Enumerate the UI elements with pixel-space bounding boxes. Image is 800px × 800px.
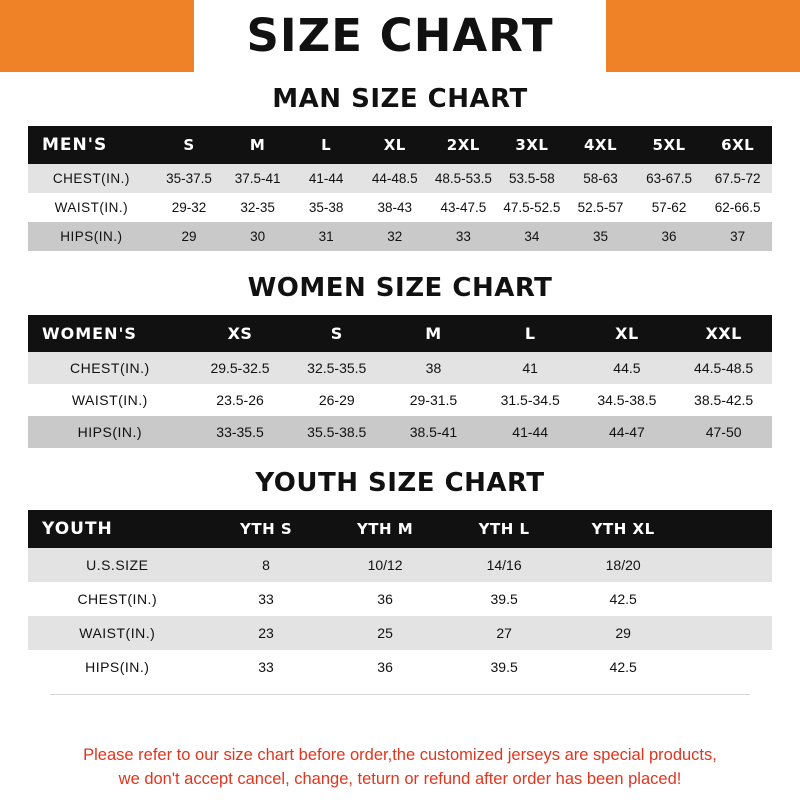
- women-chest-m: 38: [385, 352, 482, 384]
- men-chest-4xl: 58-63: [566, 164, 635, 193]
- men-col-m: M: [223, 126, 292, 164]
- disclaimer-line-2: we don't accept cancel, change, teturn or refund after order has been placed!: [118, 770, 682, 789]
- women-waist-l: 31.5-34.5: [482, 384, 579, 416]
- men-hips-l: 31: [292, 222, 361, 251]
- women-waist-s: 26-29: [288, 384, 385, 416]
- men-col-xl: XL: [360, 126, 429, 164]
- youth-waist-xl: 29: [564, 616, 683, 650]
- section-women: [0, 273, 800, 448]
- section-title-youth: YOUTH SIZE CHART: [255, 468, 545, 498]
- youth-ussize-l: 14/16: [445, 548, 564, 582]
- men-hips-5xl: 36: [635, 222, 704, 251]
- table-row: [28, 352, 772, 384]
- women-col-xxl: XXL: [675, 315, 772, 352]
- section-youth: [0, 468, 800, 695]
- youth-hips-xl: 42.5: [564, 650, 683, 684]
- men-chest-l: 41-44: [292, 164, 361, 193]
- section-man: [0, 84, 800, 251]
- youth-waist-l: 27: [445, 616, 564, 650]
- men-col-6xl: 6XL: [703, 126, 772, 164]
- women-hips-m: 38.5-41: [385, 416, 482, 448]
- women-chest-s: 32.5-35.5: [288, 352, 385, 384]
- youth-ussize-spacer: [683, 548, 772, 582]
- youth-size-table: [28, 510, 772, 684]
- youth-chest-spacer: [683, 582, 772, 616]
- youth-waist-spacer: [683, 616, 772, 650]
- men-col-s: S: [155, 126, 224, 164]
- women-col-s: S: [288, 315, 385, 352]
- youth-chest-l: 39.5: [445, 582, 564, 616]
- women-hips-label: HIPS(IN.): [28, 416, 192, 448]
- youth-hips-l: 39.5: [445, 650, 564, 684]
- table-row: [28, 548, 772, 582]
- men-chest-s: 35-37.5: [155, 164, 224, 193]
- section-title-man: MAN SIZE CHART: [272, 84, 528, 114]
- women-waist-m: 29-31.5: [385, 384, 482, 416]
- women-col-l: L: [482, 315, 579, 352]
- men-hips-2xl: 33: [429, 222, 498, 251]
- women-col-m: M: [385, 315, 482, 352]
- men-waist-2xl: 43-47.5: [429, 193, 498, 222]
- women-size-table: [28, 315, 772, 448]
- men-size-table: [28, 126, 772, 251]
- disclaimer-note: [0, 744, 800, 792]
- women-waist-xl: 34.5-38.5: [579, 384, 676, 416]
- men-row-header: MEN'S: [28, 126, 155, 164]
- youth-chest-s: 33: [207, 582, 326, 616]
- youth-waist-m: 25: [326, 616, 445, 650]
- women-chest-xl: 44.5: [579, 352, 676, 384]
- men-hips-3xl: 34: [498, 222, 567, 251]
- men-waist-xl: 38-43: [360, 193, 429, 222]
- women-hips-xs: 33-35.5: [192, 416, 289, 448]
- youth-ussize-s: 8: [207, 548, 326, 582]
- women-hips-xl: 44-47: [579, 416, 676, 448]
- men-col-2xl: 2XL: [429, 126, 498, 164]
- youth-ussize-m: 10/12: [326, 548, 445, 582]
- men-chest-m: 37.5-41: [223, 164, 292, 193]
- men-waist-6xl: 62-66.5: [703, 193, 772, 222]
- men-hips-6xl: 37: [703, 222, 772, 251]
- men-col-5xl: 5XL: [635, 126, 704, 164]
- women-waist-label: WAIST(IN.): [28, 384, 192, 416]
- table-header-row: [28, 510, 772, 548]
- youth-ussize-xl: 18/20: [564, 548, 683, 582]
- youth-hips-s: 33: [207, 650, 326, 684]
- women-hips-l: 41-44: [482, 416, 579, 448]
- men-chest-6xl: 67.5-72: [703, 164, 772, 193]
- page-title: SIZE CHART: [246, 9, 554, 62]
- youth-col-m: YTH M: [326, 510, 445, 548]
- table-row: [28, 193, 772, 222]
- women-col-xl: XL: [579, 315, 676, 352]
- women-col-xs: XS: [192, 315, 289, 352]
- table-header-row: [28, 126, 772, 164]
- table-row: [28, 164, 772, 193]
- youth-waist-label: WAIST(IN.): [28, 616, 207, 650]
- men-chest-label: CHEST(IN.): [28, 164, 155, 193]
- men-hips-m: 30: [223, 222, 292, 251]
- men-hips-xl: 32: [360, 222, 429, 251]
- youth-col-spacer: [683, 510, 772, 548]
- men-col-4xl: 4XL: [566, 126, 635, 164]
- youth-col-s: YTH S: [207, 510, 326, 548]
- women-chest-l: 41: [482, 352, 579, 384]
- men-waist-4xl: 52.5-57: [566, 193, 635, 222]
- women-row-header: WOMEN'S: [28, 315, 192, 352]
- women-waist-xs: 23.5-26: [192, 384, 289, 416]
- men-chest-xl: 44-48.5: [360, 164, 429, 193]
- women-waist-xxl: 38.5-42.5: [675, 384, 772, 416]
- youth-chest-m: 36: [326, 582, 445, 616]
- women-hips-xxl: 47-50: [675, 416, 772, 448]
- men-col-l: L: [292, 126, 361, 164]
- men-waist-l: 35-38: [292, 193, 361, 222]
- youth-col-xl: YTH XL: [564, 510, 683, 548]
- disclaimer-line-1: Please refer to our size chart before order,the customized jerseys are special products,: [83, 746, 717, 765]
- youth-col-l: YTH L: [445, 510, 564, 548]
- men-waist-label: WAIST(IN.): [28, 193, 155, 222]
- women-chest-xxl: 44.5-48.5: [675, 352, 772, 384]
- women-hips-s: 35.5-38.5: [288, 416, 385, 448]
- men-chest-3xl: 53.5-58: [498, 164, 567, 193]
- youth-waist-s: 23: [207, 616, 326, 650]
- banner: [0, 0, 800, 72]
- men-waist-s: 29-32: [155, 193, 224, 222]
- table-header-row: [28, 315, 772, 352]
- men-waist-5xl: 57-62: [635, 193, 704, 222]
- youth-chest-xl: 42.5: [564, 582, 683, 616]
- table-row: [28, 650, 772, 684]
- youth-chest-label: CHEST(IN.): [28, 582, 207, 616]
- table-row: [28, 582, 772, 616]
- women-chest-label: CHEST(IN.): [28, 352, 192, 384]
- footer-divider: [50, 694, 750, 695]
- table-row: [28, 222, 772, 251]
- table-row: [28, 416, 772, 448]
- men-waist-3xl: 47.5-52.5: [498, 193, 567, 222]
- youth-ussize-label: U.S.SIZE: [28, 548, 207, 582]
- youth-hips-label: HIPS(IN.): [28, 650, 207, 684]
- youth-hips-m: 36: [326, 650, 445, 684]
- men-col-3xl: 3XL: [498, 126, 567, 164]
- men-hips-label: HIPS(IN.): [28, 222, 155, 251]
- men-waist-m: 32-35: [223, 193, 292, 222]
- men-chest-5xl: 63-67.5: [635, 164, 704, 193]
- section-title-women: WOMEN SIZE CHART: [247, 273, 553, 303]
- youth-row-header: YOUTH: [28, 510, 207, 548]
- table-row: [28, 384, 772, 416]
- men-hips-s: 29: [155, 222, 224, 251]
- women-chest-xs: 29.5-32.5: [192, 352, 289, 384]
- youth-hips-spacer: [683, 650, 772, 684]
- table-row: [28, 616, 772, 650]
- men-hips-4xl: 35: [566, 222, 635, 251]
- men-chest-2xl: 48.5-53.5: [429, 164, 498, 193]
